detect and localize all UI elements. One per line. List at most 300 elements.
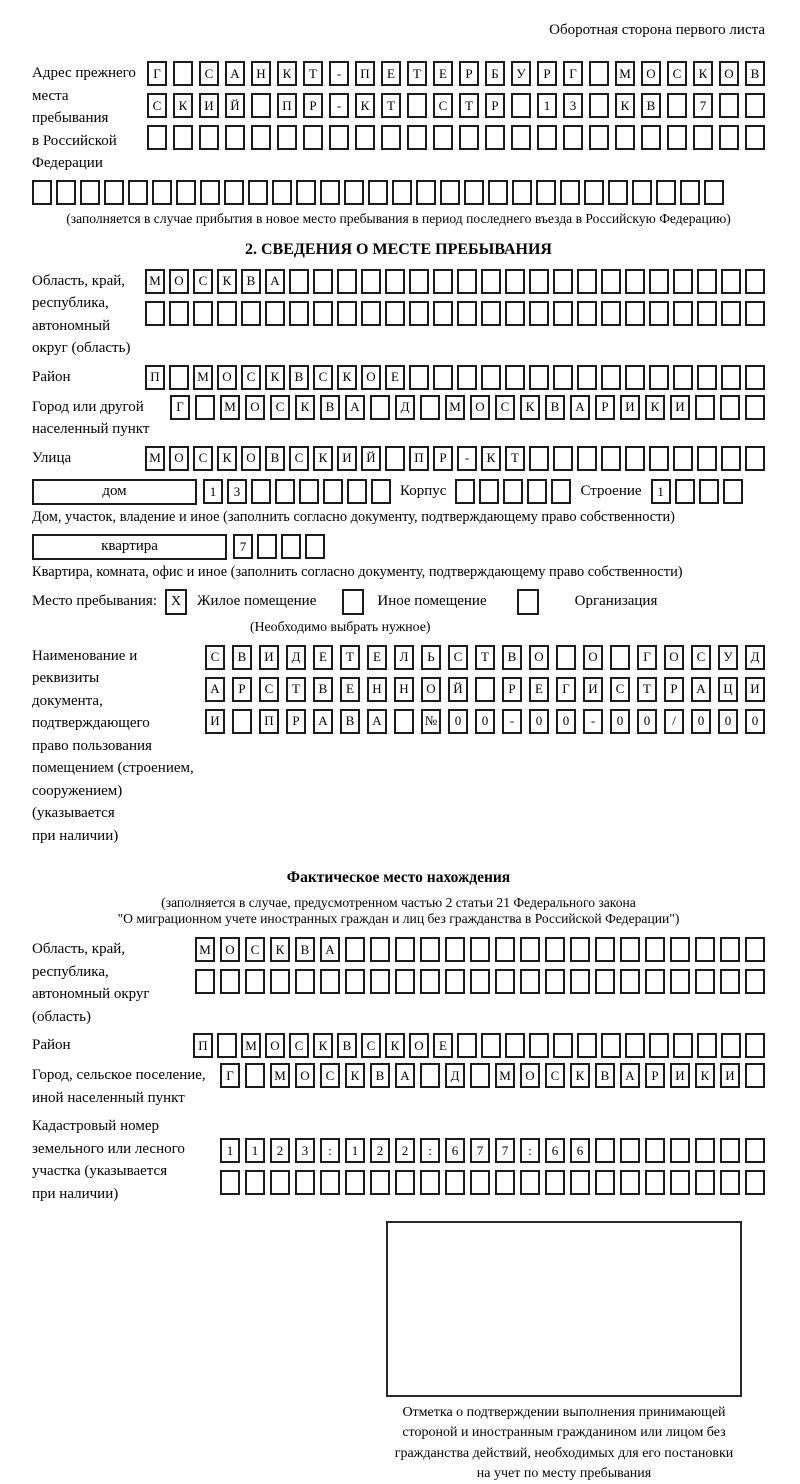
form-cell[interactable]: И xyxy=(745,677,765,702)
form-cell[interactable]: Ь xyxy=(421,645,441,670)
form-cell[interactable]: 3 xyxy=(295,1138,315,1163)
form-cell[interactable]: 6 xyxy=(545,1138,565,1163)
form-cell[interactable]: М xyxy=(195,937,215,962)
form-cell[interactable] xyxy=(385,446,405,471)
form-cell[interactable]: С xyxy=(667,61,687,86)
form-cell[interactable] xyxy=(695,969,715,994)
dom-box[interactable]: дом xyxy=(32,479,197,505)
form-cell[interactable] xyxy=(299,479,319,504)
checkbox-inoe[interactable] xyxy=(342,589,364,615)
form-cell[interactable]: О xyxy=(245,395,265,420)
form-cell[interactable] xyxy=(589,125,609,150)
form-cell[interactable]: О xyxy=(583,645,603,670)
form-cell[interactable]: Е xyxy=(340,677,360,702)
form-cell[interactable] xyxy=(277,125,297,150)
form-cell[interactable]: В xyxy=(595,1063,615,1088)
form-cell[interactable] xyxy=(345,1170,365,1195)
form-cell[interactable] xyxy=(745,269,765,294)
form-cell[interactable] xyxy=(641,125,661,150)
form-cell[interactable] xyxy=(589,61,609,86)
form-cell[interactable] xyxy=(553,269,573,294)
form-cell[interactable] xyxy=(455,479,475,504)
form-cell[interactable] xyxy=(470,969,490,994)
form-cell[interactable] xyxy=(721,269,741,294)
form-cell[interactable] xyxy=(615,125,635,150)
form-cell[interactable] xyxy=(407,125,427,150)
form-cell[interactable] xyxy=(625,269,645,294)
form-cell[interactable]: 6 xyxy=(445,1138,465,1163)
form-cell[interactable] xyxy=(556,645,576,670)
form-cell[interactable] xyxy=(381,125,401,150)
form-cell[interactable]: А xyxy=(691,677,711,702)
form-cell[interactable] xyxy=(272,180,292,205)
form-cell[interactable]: В xyxy=(337,1033,357,1058)
form-cell[interactable]: Т xyxy=(303,61,323,86)
form-cell[interactable] xyxy=(697,269,717,294)
form-cell[interactable] xyxy=(745,1170,765,1195)
form-cell[interactable] xyxy=(505,301,525,326)
form-cell[interactable] xyxy=(721,1033,741,1058)
form-cell[interactable]: К xyxy=(345,1063,365,1088)
form-cell[interactable] xyxy=(251,125,271,150)
form-cell[interactable]: Г xyxy=(170,395,190,420)
form-cell[interactable]: Р xyxy=(485,93,505,118)
form-cell[interactable]: 0 xyxy=(475,709,495,734)
form-cell[interactable] xyxy=(529,269,549,294)
form-cell[interactable]: М xyxy=(495,1063,515,1088)
form-cell[interactable] xyxy=(667,93,687,118)
form-cell[interactable] xyxy=(173,125,193,150)
form-cell[interactable] xyxy=(512,180,532,205)
form-cell[interactable]: 2 xyxy=(395,1138,415,1163)
form-cell[interactable] xyxy=(584,180,604,205)
form-cell[interactable]: Т xyxy=(286,677,306,702)
form-cell[interactable] xyxy=(470,1063,490,1088)
form-cell[interactable] xyxy=(670,937,690,962)
form-cell[interactable] xyxy=(147,125,167,150)
form-cell[interactable]: О xyxy=(169,269,189,294)
form-cell[interactable] xyxy=(495,937,515,962)
form-cell[interactable] xyxy=(745,446,765,471)
form-cell[interactable]: Р xyxy=(232,677,252,702)
form-cell[interactable] xyxy=(649,1033,669,1058)
form-cell[interactable] xyxy=(625,301,645,326)
form-cell[interactable] xyxy=(511,93,531,118)
form-cell[interactable] xyxy=(645,969,665,994)
form-cell[interactable]: А xyxy=(367,709,387,734)
form-cell[interactable] xyxy=(620,1138,640,1163)
form-cell[interactable]: О xyxy=(265,1033,285,1058)
form-cell[interactable] xyxy=(416,180,436,205)
form-cell[interactable]: К xyxy=(645,395,665,420)
form-cell[interactable] xyxy=(695,1138,715,1163)
form-cell[interactable] xyxy=(625,1033,645,1058)
form-cell[interactable]: 2 xyxy=(370,1138,390,1163)
form-cell[interactable]: М xyxy=(445,395,465,420)
form-cell[interactable] xyxy=(649,446,669,471)
form-cell[interactable]: Г xyxy=(556,677,576,702)
form-cell[interactable] xyxy=(481,1033,501,1058)
form-cell[interactable] xyxy=(695,1170,715,1195)
form-cell[interactable] xyxy=(32,180,52,205)
form-cell[interactable] xyxy=(220,969,240,994)
form-cell[interactable] xyxy=(104,180,124,205)
form-cell[interactable]: У xyxy=(718,645,738,670)
form-cell[interactable]: Н xyxy=(367,677,387,702)
form-cell[interactable] xyxy=(495,1170,515,1195)
form-cell[interactable] xyxy=(537,125,557,150)
form-cell[interactable]: М xyxy=(220,395,240,420)
form-cell[interactable]: Д xyxy=(286,645,306,670)
form-cell[interactable] xyxy=(699,479,719,504)
form-cell[interactable]: Б xyxy=(485,61,505,86)
form-cell[interactable] xyxy=(481,365,501,390)
form-cell[interactable] xyxy=(505,365,525,390)
form-cell[interactable]: Т xyxy=(637,677,657,702)
form-cell[interactable] xyxy=(673,1033,693,1058)
form-cell[interactable] xyxy=(625,446,645,471)
form-cell[interactable]: К xyxy=(693,61,713,86)
form-cell[interactable]: К xyxy=(217,269,237,294)
form-cell[interactable] xyxy=(673,446,693,471)
form-cell[interactable] xyxy=(745,937,765,962)
form-cell[interactable]: О xyxy=(520,1063,540,1088)
form-cell[interactable]: О xyxy=(217,365,237,390)
form-cell[interactable] xyxy=(570,937,590,962)
form-cell[interactable] xyxy=(673,365,693,390)
form-cell[interactable] xyxy=(481,269,501,294)
form-cell[interactable]: П xyxy=(193,1033,213,1058)
form-cell[interactable]: : xyxy=(320,1138,340,1163)
form-cell[interactable] xyxy=(545,969,565,994)
form-cell[interactable] xyxy=(370,395,390,420)
form-cell[interactable] xyxy=(505,1033,525,1058)
form-cell[interactable] xyxy=(488,180,508,205)
form-cell[interactable]: С xyxy=(433,93,453,118)
form-cell[interactable] xyxy=(577,365,597,390)
form-cell[interactable] xyxy=(152,180,172,205)
form-cell[interactable] xyxy=(745,125,765,150)
form-cell[interactable]: - xyxy=(457,446,477,471)
form-cell[interactable]: К xyxy=(520,395,540,420)
form-cell[interactable] xyxy=(719,93,739,118)
form-cell[interactable] xyxy=(595,937,615,962)
form-cell[interactable]: К xyxy=(337,365,357,390)
form-cell[interactable] xyxy=(295,969,315,994)
form-cell[interactable]: 0 xyxy=(745,709,765,734)
form-cell[interactable] xyxy=(251,93,271,118)
form-cell[interactable] xyxy=(670,1138,690,1163)
form-cell[interactable] xyxy=(445,937,465,962)
form-cell[interactable]: С xyxy=(289,446,309,471)
form-cell[interactable] xyxy=(169,301,189,326)
form-cell[interactable]: Т xyxy=(505,446,525,471)
form-cell[interactable] xyxy=(392,180,412,205)
form-cell[interactable] xyxy=(457,269,477,294)
form-cell[interactable]: Г xyxy=(220,1063,240,1088)
form-cell[interactable] xyxy=(595,969,615,994)
form-cell[interactable] xyxy=(169,365,189,390)
form-cell[interactable] xyxy=(370,1170,390,1195)
form-cell[interactable]: К xyxy=(695,1063,715,1088)
form-cell[interactable] xyxy=(420,1170,440,1195)
form-cell[interactable] xyxy=(649,365,669,390)
form-cell[interactable]: М xyxy=(270,1063,290,1088)
form-cell[interactable]: Ц xyxy=(718,677,738,702)
form-cell[interactable]: С xyxy=(545,1063,565,1088)
form-cell[interactable] xyxy=(470,937,490,962)
form-cell[interactable] xyxy=(270,1170,290,1195)
form-cell[interactable]: Е xyxy=(313,645,333,670)
form-cell[interactable]: А xyxy=(620,1063,640,1088)
form-cell[interactable]: Р xyxy=(502,677,522,702)
form-cell[interactable] xyxy=(675,479,695,504)
form-cell[interactable] xyxy=(275,479,295,504)
form-cell[interactable]: К xyxy=(615,93,635,118)
form-cell[interactable]: О xyxy=(470,395,490,420)
form-cell[interactable]: С xyxy=(313,365,333,390)
form-cell[interactable] xyxy=(409,269,429,294)
form-cell[interactable]: Й xyxy=(225,93,245,118)
form-cell[interactable] xyxy=(313,269,333,294)
form-cell[interactable]: Р xyxy=(459,61,479,86)
form-cell[interactable]: С xyxy=(610,677,630,702)
form-cell[interactable]: А xyxy=(395,1063,415,1088)
form-cell[interactable]: С xyxy=(289,1033,309,1058)
form-cell[interactable]: 0 xyxy=(691,709,711,734)
form-cell[interactable] xyxy=(289,301,309,326)
form-cell[interactable] xyxy=(420,395,440,420)
form-cell[interactable] xyxy=(200,180,220,205)
form-cell[interactable] xyxy=(645,1138,665,1163)
form-cell[interactable]: Р xyxy=(303,93,323,118)
form-cell[interactable]: С xyxy=(193,446,213,471)
form-cell[interactable]: К xyxy=(173,93,193,118)
form-cell[interactable] xyxy=(457,1033,477,1058)
form-cell[interactable]: В xyxy=(265,446,285,471)
form-cell[interactable] xyxy=(80,180,100,205)
form-cell[interactable]: В xyxy=(641,93,661,118)
form-cell[interactable] xyxy=(475,677,495,702)
form-cell[interactable]: А xyxy=(313,709,333,734)
form-cell[interactable] xyxy=(368,180,388,205)
form-cell[interactable]: 1 xyxy=(651,479,671,504)
form-cell[interactable] xyxy=(697,365,717,390)
form-cell[interactable] xyxy=(577,446,597,471)
form-cell[interactable]: В xyxy=(502,645,522,670)
form-cell[interactable]: К xyxy=(295,395,315,420)
form-cell[interactable] xyxy=(529,446,549,471)
form-cell[interactable] xyxy=(407,93,427,118)
form-cell[interactable]: С xyxy=(193,269,213,294)
form-cell[interactable] xyxy=(248,180,268,205)
form-cell[interactable] xyxy=(305,534,325,559)
form-cell[interactable] xyxy=(745,301,765,326)
form-cell[interactable] xyxy=(395,1170,415,1195)
form-cell[interactable]: С xyxy=(270,395,290,420)
form-cell[interactable]: А xyxy=(205,677,225,702)
kvartira-box[interactable]: квартира xyxy=(32,534,227,560)
form-cell[interactable]: 1 xyxy=(220,1138,240,1163)
form-cell[interactable] xyxy=(195,395,215,420)
form-cell[interactable]: Г xyxy=(563,61,583,86)
form-cell[interactable] xyxy=(459,125,479,150)
form-cell[interactable]: 6 xyxy=(570,1138,590,1163)
form-cell[interactable] xyxy=(337,301,357,326)
form-cell[interactable] xyxy=(745,93,765,118)
form-cell[interactable] xyxy=(337,269,357,294)
form-cell[interactable]: Р xyxy=(595,395,615,420)
form-cell[interactable] xyxy=(553,365,573,390)
form-cell[interactable] xyxy=(673,269,693,294)
form-cell[interactable] xyxy=(320,969,340,994)
form-cell[interactable] xyxy=(529,301,549,326)
form-cell[interactable]: И xyxy=(205,709,225,734)
form-cell[interactable]: О xyxy=(421,677,441,702)
form-cell[interactable] xyxy=(745,1033,765,1058)
form-cell[interactable]: А xyxy=(345,395,365,420)
form-cell[interactable]: 0 xyxy=(529,709,549,734)
form-cell[interactable] xyxy=(370,969,390,994)
form-cell[interactable] xyxy=(620,1170,640,1195)
form-cell[interactable] xyxy=(128,180,148,205)
form-cell[interactable] xyxy=(570,1170,590,1195)
form-cell[interactable] xyxy=(745,1063,765,1088)
form-cell[interactable]: С xyxy=(205,645,225,670)
form-cell[interactable]: 1 xyxy=(345,1138,365,1163)
form-cell[interactable] xyxy=(313,301,333,326)
form-cell[interactable]: 1 xyxy=(203,479,223,504)
form-cell[interactable]: № xyxy=(421,709,441,734)
form-cell[interactable] xyxy=(245,969,265,994)
form-cell[interactable]: О xyxy=(361,365,381,390)
form-cell[interactable]: П xyxy=(277,93,297,118)
form-cell[interactable]: О xyxy=(529,645,549,670)
form-cell[interactable] xyxy=(527,479,547,504)
form-cell[interactable] xyxy=(199,125,219,150)
form-cell[interactable]: В xyxy=(320,395,340,420)
form-cell[interactable] xyxy=(217,1033,237,1058)
form-cell[interactable]: К xyxy=(277,61,297,86)
form-cell[interactable] xyxy=(720,1170,740,1195)
form-cell[interactable] xyxy=(217,301,237,326)
form-cell[interactable] xyxy=(503,479,523,504)
form-cell[interactable] xyxy=(645,937,665,962)
form-cell[interactable] xyxy=(720,1138,740,1163)
form-cell[interactable] xyxy=(433,125,453,150)
form-cell[interactable] xyxy=(495,969,515,994)
form-cell[interactable]: И xyxy=(199,93,219,118)
form-cell[interactable] xyxy=(536,180,556,205)
form-cell[interactable]: Н xyxy=(251,61,271,86)
form-cell[interactable]: С xyxy=(320,1063,340,1088)
form-cell[interactable] xyxy=(420,1063,440,1088)
form-cell[interactable]: 0 xyxy=(610,709,630,734)
form-cell[interactable] xyxy=(464,180,484,205)
form-cell[interactable] xyxy=(371,479,391,504)
form-cell[interactable] xyxy=(394,709,414,734)
form-cell[interactable] xyxy=(445,969,465,994)
form-cell[interactable]: Р xyxy=(537,61,557,86)
form-cell[interactable]: О xyxy=(241,446,261,471)
form-cell[interactable]: Д xyxy=(745,645,765,670)
form-cell[interactable] xyxy=(511,125,531,150)
form-cell[interactable] xyxy=(553,446,573,471)
form-cell[interactable]: С xyxy=(495,395,515,420)
form-cell[interactable] xyxy=(344,180,364,205)
form-cell[interactable] xyxy=(485,125,505,150)
form-cell[interactable]: Е xyxy=(381,61,401,86)
form-cell[interactable] xyxy=(433,365,453,390)
form-cell[interactable]: П xyxy=(355,61,375,86)
form-cell[interactable] xyxy=(320,180,340,205)
form-cell[interactable]: 7 xyxy=(495,1138,515,1163)
form-cell[interactable] xyxy=(385,301,405,326)
form-cell[interactable]: : xyxy=(520,1138,540,1163)
form-cell[interactable] xyxy=(440,180,460,205)
form-cell[interactable]: Е xyxy=(385,365,405,390)
form-cell[interactable] xyxy=(704,180,724,205)
form-cell[interactable] xyxy=(457,301,477,326)
form-cell[interactable] xyxy=(361,269,381,294)
form-cell[interactable]: О xyxy=(409,1033,429,1058)
form-cell[interactable]: О xyxy=(641,61,661,86)
form-cell[interactable] xyxy=(520,1170,540,1195)
form-cell[interactable] xyxy=(551,479,571,504)
form-cell[interactable]: К xyxy=(313,1033,333,1058)
form-cell[interactable]: О xyxy=(169,446,189,471)
form-cell[interactable]: И xyxy=(620,395,640,420)
form-cell[interactable]: В xyxy=(289,365,309,390)
form-cell[interactable] xyxy=(577,301,597,326)
form-cell[interactable] xyxy=(433,301,453,326)
form-cell[interactable]: П xyxy=(259,709,279,734)
form-cell[interactable] xyxy=(693,125,713,150)
form-cell[interactable]: 7 xyxy=(233,534,253,559)
form-cell[interactable]: Н xyxy=(394,677,414,702)
form-cell[interactable] xyxy=(720,937,740,962)
form-cell[interactable]: Т xyxy=(459,93,479,118)
form-cell[interactable]: М xyxy=(193,365,213,390)
form-cell[interactable]: И xyxy=(670,395,690,420)
form-cell[interactable] xyxy=(670,969,690,994)
form-cell[interactable] xyxy=(445,1170,465,1195)
form-cell[interactable]: О xyxy=(295,1063,315,1088)
form-cell[interactable]: В xyxy=(340,709,360,734)
form-cell[interactable] xyxy=(667,125,687,150)
form-cell[interactable] xyxy=(529,1033,549,1058)
form-cell[interactable]: С xyxy=(147,93,167,118)
form-cell[interactable] xyxy=(645,1170,665,1195)
form-cell[interactable] xyxy=(595,1170,615,1195)
form-cell[interactable]: 1 xyxy=(537,93,557,118)
form-cell[interactable]: Р xyxy=(664,677,684,702)
form-cell[interactable] xyxy=(481,301,501,326)
form-cell[interactable]: 0 xyxy=(448,709,468,734)
form-cell[interactable] xyxy=(589,93,609,118)
form-cell[interactable] xyxy=(457,365,477,390)
form-cell[interactable] xyxy=(620,969,640,994)
form-cell[interactable]: Д xyxy=(395,395,415,420)
form-cell[interactable] xyxy=(577,1033,597,1058)
form-cell[interactable] xyxy=(265,301,285,326)
form-cell[interactable] xyxy=(697,1033,717,1058)
form-cell[interactable]: 1 xyxy=(245,1138,265,1163)
form-cell[interactable]: И xyxy=(337,446,357,471)
form-cell[interactable] xyxy=(303,125,323,150)
form-cell[interactable] xyxy=(296,180,316,205)
form-cell[interactable]: Е xyxy=(367,645,387,670)
